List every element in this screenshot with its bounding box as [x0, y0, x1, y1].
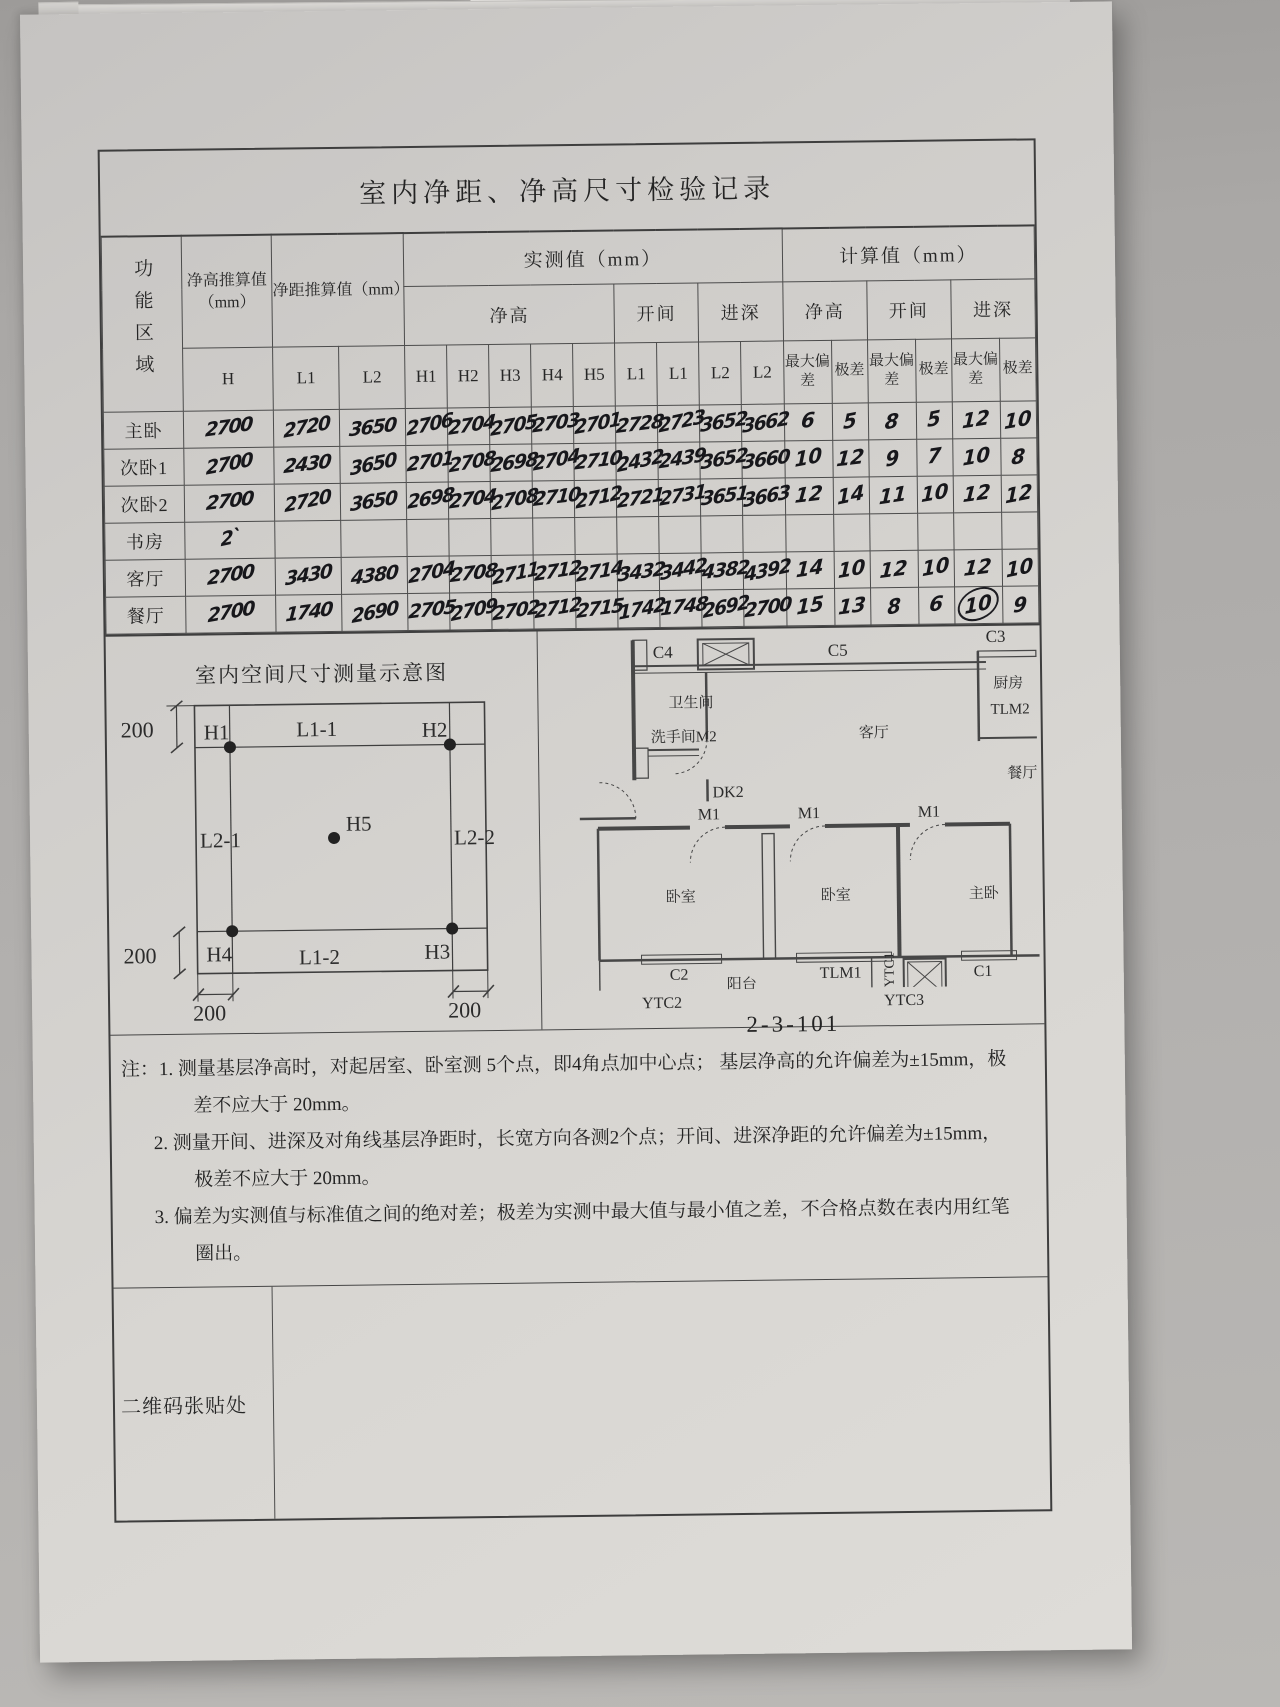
- value-cell: [953, 512, 1001, 550]
- plan-label-wash-m2: 洗手间M2: [650, 729, 717, 747]
- plan-label-dk2: DK2: [712, 783, 744, 802]
- group-net-height: 净高: [782, 281, 867, 341]
- handwritten-value: 10: [962, 441, 991, 471]
- handwritten-value: 2700: [744, 592, 792, 623]
- handwritten-value: 6: [928, 590, 945, 617]
- value-cell: [869, 476, 917, 514]
- col-label: L2: [741, 341, 784, 405]
- col-range: 极差: [915, 339, 952, 402]
- measurement-diagram: [106, 686, 536, 1023]
- value-cell: [785, 477, 833, 515]
- handwritten-value: 2702: [492, 595, 540, 626]
- handwritten-value: 8: [1010, 443, 1027, 470]
- handwritten-value: 13: [837, 591, 868, 620]
- value-cell: [870, 550, 918, 588]
- handwritten-value: 8: [887, 592, 902, 620]
- value-cell: [617, 553, 666, 591]
- handwritten-value: 3430: [284, 560, 333, 591]
- value-cell: [700, 478, 749, 516]
- plan-label-tlm2: TLM2: [990, 701, 1030, 718]
- value-cell: [185, 521, 276, 559]
- value-cell: [918, 550, 954, 587]
- value-cell: [1001, 475, 1038, 512]
- value-cell: [659, 516, 701, 554]
- handwritten-value: 2700: [207, 596, 255, 628]
- handwritten-value: 2712: [533, 556, 582, 586]
- value-cell: [953, 475, 1001, 513]
- notes-section: [110, 1023, 1047, 1288]
- edge-label-l2-1: L2-1: [199, 828, 242, 853]
- handwritten-value: 3662: [742, 407, 790, 438]
- handwritten-value: 2705: [490, 410, 538, 441]
- col-range: 极差: [831, 340, 868, 403]
- row-area-label: 次卧1: [104, 448, 185, 486]
- handwritten-value: 2709: [450, 594, 498, 627]
- value-cell: [742, 404, 790, 442]
- handwritten-value: 3650: [350, 448, 397, 481]
- value-cell: [449, 519, 491, 557]
- handwritten-value: 2704: [447, 410, 496, 441]
- qr-label-cell: [114, 1287, 276, 1521]
- plan-label-bedroom1: 卧室: [665, 889, 696, 906]
- handwritten-value: 2700: [204, 412, 253, 442]
- inspection-form: [98, 138, 1053, 1523]
- handwritten-value: 15: [796, 590, 825, 620]
- handwritten-value: 10: [920, 477, 950, 508]
- plan-label-bathroom: 卫生间: [668, 695, 714, 712]
- note-prefix: 注：: [120, 1059, 160, 1081]
- handwritten-value: 1740: [284, 597, 334, 627]
- row-area-label: 次卧2: [104, 485, 185, 523]
- value-cell: [573, 443, 623, 481]
- handwritten-value: 11: [878, 480, 908, 510]
- value-cell: [617, 516, 659, 554]
- value-cell: [870, 587, 918, 625]
- handwritten-value: 2700: [206, 560, 255, 590]
- value-cell: [341, 557, 407, 595]
- plan-label-ytc3: YTC3: [883, 991, 925, 1010]
- handwritten-value: 2ˋ: [220, 524, 240, 552]
- value-cell: [784, 440, 832, 478]
- edge-label-l1-2: L1-2: [298, 944, 341, 970]
- note-item: 3. 偏差为实测值与标准值之间的绝对差；极差为实测中最大值与最小值之差，不合格点数在表内用红笔圈出。: [154, 1196, 1010, 1265]
- plan-label-c4: C4: [652, 642, 673, 663]
- value-cell: [534, 591, 582, 629]
- handwritten-value: 9: [1012, 591, 1029, 618]
- floor-plan-panel: [537, 625, 1045, 1037]
- plan-label-master: 主卧: [968, 885, 999, 903]
- col-max-deviation: 最大偏差: [783, 340, 832, 404]
- value-cell: [701, 552, 751, 590]
- paper-sheet: [20, 1, 1132, 1662]
- col-label: L2: [339, 346, 406, 410]
- value-cell: [658, 405, 705, 443]
- measurement-diagram-panel: [106, 631, 542, 1034]
- handwritten-value: 12: [835, 443, 866, 472]
- note-item: 注：1. 测量基层净高时，对起居室、卧室测 5个点，即4角点加中心点； 基层净高的允许偏差为±15mm，极差不应大于 20mm。: [120, 1048, 1007, 1117]
- value-cell: [743, 515, 786, 553]
- plan-label-bedroom2: 卧室: [820, 887, 851, 905]
- handwritten-value: 2708: [449, 559, 498, 588]
- value-cell: [784, 403, 832, 441]
- row-area-label: 餐厅: [106, 596, 187, 634]
- value-cell: [701, 515, 743, 553]
- handwritten-value: 2705: [407, 595, 457, 624]
- value-cell: [575, 480, 622, 518]
- value-cell: [576, 591, 625, 629]
- value-cell: [659, 479, 707, 517]
- handwritten-value: 2721: [616, 483, 665, 513]
- handwritten-value: 9: [885, 444, 900, 472]
- value-cell: [660, 553, 708, 591]
- handwritten-value: 10: [964, 588, 993, 620]
- value-cell: [448, 445, 496, 483]
- value-cell: [574, 406, 622, 444]
- handwritten-value: 3650: [348, 413, 398, 442]
- handwritten-value: 3660: [742, 445, 791, 475]
- handwritten-value: 2430: [282, 450, 332, 479]
- value-cell: [276, 594, 342, 632]
- header-net-distance-calc: 净距推算值（mm）: [271, 233, 404, 347]
- value-cell: [407, 556, 455, 594]
- value-cell: [1000, 401, 1037, 438]
- value-cell: [1000, 438, 1037, 475]
- diagram-title: 室内空间尺寸测量示意图: [194, 660, 449, 688]
- plan-label-c5: C5: [827, 640, 848, 660]
- value-cell: [917, 476, 953, 513]
- handwritten-value: 10: [837, 554, 867, 584]
- value-cell: [868, 402, 916, 440]
- value-cell: [575, 517, 617, 555]
- value-cell: [186, 595, 277, 633]
- value-cell: [406, 408, 453, 446]
- plan-label-m1: M1: [697, 806, 721, 824]
- handwritten-value: 2700: [205, 487, 255, 516]
- value-cell: [492, 592, 540, 630]
- handwritten-value: 2731: [659, 480, 707, 511]
- header-net-height-calc: 净高推算值（mm）: [181, 235, 272, 349]
- col-max-deviation: 最大偏差: [867, 339, 916, 403]
- value-cell: [340, 446, 406, 484]
- dim-200: 200: [448, 997, 482, 1023]
- handwritten-value: 2692: [703, 591, 750, 624]
- col-label: H3: [489, 344, 532, 408]
- edge-label-l2-2: L2-2: [453, 824, 496, 850]
- plan-label-balcony: 阳台: [726, 976, 757, 992]
- value-cell: [1001, 512, 1038, 549]
- col-label: H2: [447, 345, 490, 409]
- value-cell: [786, 588, 834, 626]
- handwritten-value: 2703: [531, 408, 580, 438]
- value-cell: [340, 409, 406, 447]
- handwritten-value: 2723: [658, 405, 705, 438]
- value-cell: [832, 403, 868, 440]
- handwritten-value: 5: [842, 407, 858, 435]
- value-cell: [449, 556, 498, 594]
- handwritten-value: 6: [800, 406, 816, 434]
- dim-200: 200: [193, 1000, 227, 1023]
- handwritten-value: 2712: [575, 481, 622, 514]
- value-cell: [340, 483, 406, 521]
- floor-plan-caption: 2-3-101: [746, 1010, 841, 1037]
- plan-label-m1: M1: [797, 805, 821, 823]
- handwritten-value: 2720: [284, 485, 331, 518]
- value-cell: [406, 482, 455, 520]
- handwritten-value: 12: [963, 553, 993, 581]
- plan-label-c2: C2: [669, 966, 689, 984]
- value-cell: [702, 589, 750, 627]
- handwritten-value: 10: [1004, 404, 1033, 435]
- handwritten-value: 2728: [615, 410, 665, 439]
- handwritten-value: 2704: [448, 484, 497, 514]
- handwritten-value: 12: [1005, 478, 1034, 509]
- row-area-label: 主卧: [103, 411, 184, 449]
- value-cell: [952, 401, 1000, 439]
- point-label-h5: H5: [345, 811, 372, 836]
- handwritten-value: 4380: [350, 561, 399, 590]
- value-cell: [341, 520, 407, 558]
- group-bay-width: 开间: [866, 280, 951, 340]
- handwritten-value: 2700: [205, 448, 253, 480]
- point-label-h1: H1: [203, 720, 230, 745]
- col-range: 极差: [999, 338, 1036, 401]
- handwritten-value: 2714: [576, 556, 624, 587]
- header-function-area: 功能区域: [101, 236, 183, 412]
- header-computed-values: 计算值（mm）: [782, 225, 1035, 282]
- value-cell: [342, 594, 408, 632]
- value-cell: [954, 586, 1002, 624]
- handwritten-value: 3432: [617, 557, 666, 587]
- value-cell: [531, 406, 580, 444]
- value-cell: [1002, 586, 1039, 623]
- handwritten-value: 2715: [576, 594, 625, 624]
- value-cell: [491, 518, 533, 556]
- point-label-h2: H2: [421, 717, 448, 742]
- group-net-height: 净高: [404, 284, 615, 346]
- col-label: L1: [657, 342, 700, 406]
- value-cell: [273, 409, 339, 447]
- value-cell: [786, 551, 834, 589]
- handwritten-value: 2706: [406, 408, 453, 441]
- value-cell: [575, 554, 624, 592]
- value-cell: [533, 554, 582, 592]
- value-cell: [954, 549, 1002, 587]
- handwritten-value: 2710: [573, 446, 623, 475]
- handwritten-value: 3652: [700, 443, 748, 475]
- qr-section: [114, 1277, 1051, 1521]
- dim-200: 200: [120, 717, 154, 743]
- col-label: H4: [531, 344, 574, 408]
- handwritten-value: 10: [922, 551, 950, 582]
- row-area-label: 客厅: [105, 559, 186, 597]
- handwritten-value: 2712: [534, 592, 582, 624]
- value-cell: [275, 520, 341, 558]
- plan-label-c3: C3: [985, 626, 1006, 646]
- handwritten-value: 1748: [659, 592, 709, 621]
- col-label: H1: [405, 345, 448, 409]
- group-depth: 进深: [950, 279, 1035, 339]
- value-cell: [700, 441, 748, 479]
- value-cell: [868, 439, 916, 477]
- value-cell: [742, 441, 791, 479]
- value-cell: [743, 478, 791, 516]
- qr-paste-space: [273, 1278, 1051, 1519]
- value-cell: [744, 589, 792, 627]
- handwritten-value: 2711: [492, 557, 539, 590]
- form-title: 室内净距、净高尺寸检验记录: [358, 173, 776, 209]
- value-cell: [658, 442, 707, 480]
- handwritten-value: 1742: [618, 593, 666, 625]
- handwritten-value: 3442: [660, 554, 708, 586]
- handwritten-value: 7: [927, 442, 943, 469]
- header-measured-values: 实测值（mm）: [403, 228, 782, 286]
- value-cell: [183, 410, 274, 448]
- col-label: L1: [273, 346, 340, 410]
- value-cell: [274, 483, 340, 521]
- value-cell: [491, 555, 539, 593]
- measurement-table-body: [103, 401, 1039, 634]
- handwritten-value: 2439: [658, 443, 707, 474]
- value-cell: [744, 552, 791, 590]
- group-bay-width: 开间: [614, 283, 699, 343]
- plan-label-m1: M1: [917, 803, 941, 821]
- value-cell: [700, 404, 748, 442]
- value-cell: [532, 443, 580, 481]
- value-cell: [275, 557, 341, 595]
- value-cell: [869, 513, 917, 551]
- value-cell: [616, 479, 665, 517]
- handwritten-value: 2432: [617, 445, 664, 478]
- col-label: L2: [699, 341, 742, 405]
- handwritten-value: 2704: [408, 557, 455, 589]
- value-cell: [490, 444, 539, 482]
- handwritten-value: 2701: [406, 446, 455, 477]
- plan-label-kitchen: 厨房: [993, 675, 1024, 692]
- value-cell: [450, 593, 498, 631]
- handwritten-value: 2710: [532, 483, 582, 512]
- edge-label-l1-1: L1-1: [296, 716, 338, 742]
- value-cell: [918, 587, 954, 624]
- value-cell: [407, 519, 449, 557]
- handwritten-value: 14: [837, 479, 865, 510]
- value-cell: [448, 482, 497, 520]
- value-cell: [185, 558, 276, 596]
- handwritten-value: 2704: [532, 444, 580, 476]
- value-cell: [832, 440, 868, 477]
- handwritten-value: 2690: [351, 596, 399, 629]
- value-cell: [616, 442, 664, 480]
- value-cell: [785, 514, 833, 552]
- floor-plan: [538, 625, 1042, 991]
- handwritten-value: 3663: [743, 481, 791, 513]
- value-cell: [184, 484, 275, 522]
- note-item: 2. 测量开间、进深及对角线基层净距时，长宽方向各测2个点；开间、进深净距的允许偏差为±15mm，极差不应大于 20mm。: [153, 1122, 1002, 1191]
- handwritten-value: 2708: [448, 447, 496, 478]
- plan-label-ytc2: YTC2: [641, 994, 683, 1013]
- point-label-h4: H4: [206, 942, 233, 967]
- value-cell: [917, 513, 953, 550]
- measurement-table: [101, 224, 1040, 634]
- handwritten-value: 3652: [700, 407, 748, 437]
- dim-200: 200: [123, 943, 157, 969]
- handwritten-value: 2701: [574, 408, 622, 440]
- qr-label: 二维码张贴处: [120, 1394, 248, 1419]
- value-cell: [491, 481, 538, 519]
- value-cell: [274, 446, 340, 484]
- handwritten-value: 2698: [490, 448, 539, 478]
- value-cell: [1002, 549, 1039, 586]
- value-cell: [834, 551, 870, 588]
- diagram-section: [106, 623, 1045, 1037]
- handwritten-value: 12: [961, 404, 991, 434]
- point-label-h3: H3: [424, 939, 451, 964]
- value-cell: [447, 408, 496, 446]
- value-cell: [833, 477, 869, 514]
- value-cell: [659, 590, 709, 628]
- plan-label-ytc1: YTC1: [882, 952, 898, 988]
- handwritten-value: 2698: [407, 483, 455, 514]
- plan-label-tlm1: TLM1: [819, 964, 862, 983]
- value-cell: [533, 517, 575, 555]
- plan-label-living: 客厅: [858, 725, 889, 742]
- row-area-label: 书房: [105, 522, 186, 560]
- value-cell: [407, 593, 457, 631]
- value-cell: [952, 438, 1000, 476]
- value-cell: [618, 590, 666, 628]
- col-label: L1: [615, 342, 658, 406]
- handwritten-value: 10: [794, 442, 823, 472]
- handwritten-value: 3650: [349, 486, 398, 517]
- handwritten-value: 3651: [700, 481, 749, 511]
- handwritten-value: 10: [1006, 552, 1034, 583]
- handwritten-value: 2708: [491, 484, 538, 516]
- value-cell: [916, 402, 952, 439]
- value-cell: [406, 445, 455, 483]
- value-cell: [532, 480, 582, 518]
- value-cell: [615, 405, 665, 443]
- handwritten-value: 4392: [744, 554, 791, 587]
- form-title-row: [100, 140, 1035, 235]
- value-cell: [184, 447, 275, 485]
- col-max-deviation: 最大偏差: [951, 338, 1000, 402]
- handwritten-value: 2720: [283, 411, 331, 443]
- col-label: H5: [573, 343, 616, 407]
- handwritten-value: 12: [962, 478, 992, 508]
- handwritten-value: 14: [795, 553, 825, 583]
- value-cell: [490, 407, 538, 445]
- handwritten-value: 12: [794, 480, 825, 508]
- handwritten-value: 8: [883, 408, 901, 435]
- plan-label-dining: 餐厅: [1007, 765, 1038, 782]
- handwritten-value: 5: [927, 404, 942, 433]
- handwritten-value: 12: [879, 555, 909, 584]
- group-depth: 进深: [698, 282, 783, 342]
- value-cell: [916, 439, 952, 476]
- value-cell: [834, 588, 870, 625]
- col-label: H: [183, 347, 274, 411]
- value-cell: [833, 514, 869, 551]
- plan-label-c1: C1: [973, 962, 993, 981]
- handwritten-value: 4382: [701, 556, 751, 585]
